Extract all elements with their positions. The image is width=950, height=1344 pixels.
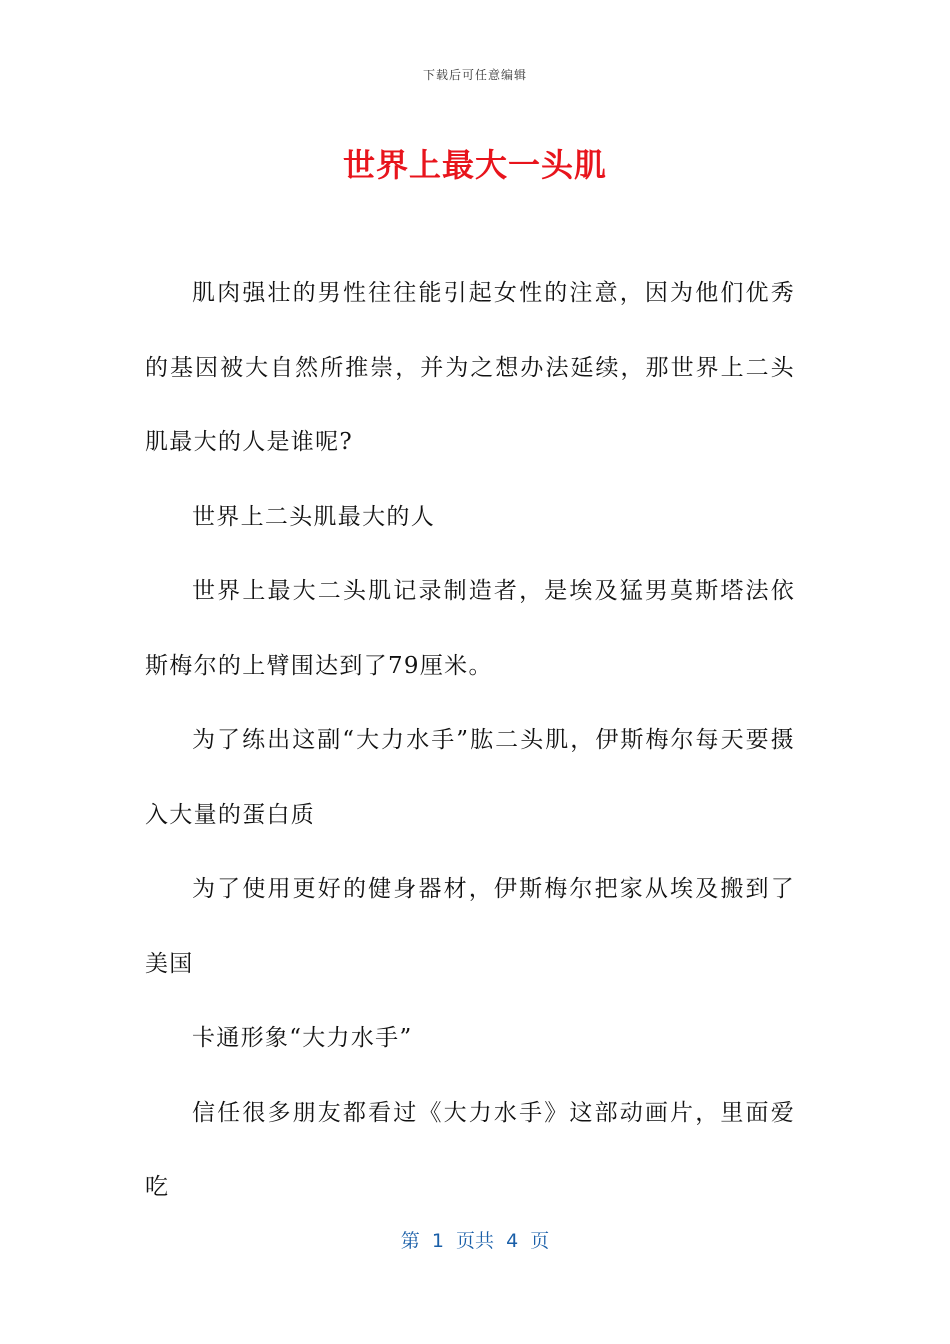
page-footer: 第 1 页共 4 页 [400,1230,550,1252]
paragraph: 为了练出这副“大力水手”肱二头肌，伊斯梅尔每天要摄入大量的蛋白质 [145,727,795,828]
paragraph: 为了使用更好的健身器材，伊斯梅尔把家从埃及搬到了美国 [145,876,795,977]
paragraph: 信任很多朋友都看过《大力水手》这部动画片，里面爱吃 [145,1099,795,1200]
paragraph: 世界上最大二头肌记录制造者，是埃及猛男莫斯塔法依斯梅尔的上臂围达到了79厘米。 [145,578,795,679]
document-title: 世界上最大一头肌 [342,146,607,184]
paragraph: 卡通形象“大力水手” [192,1025,413,1051]
document-body [145,256,795,1225]
header-note: 下载后可任意编辑 [422,68,527,82]
paragraph: 肌肉强壮的男性往往能引起女性的注意，因为他们优秀的基因被大自然所推崇，并为之想办法延续，那世界上二头肌最大的人是谁呢? [145,280,795,455]
paragraph: 世界上二头肌最大的人 [192,503,435,530]
